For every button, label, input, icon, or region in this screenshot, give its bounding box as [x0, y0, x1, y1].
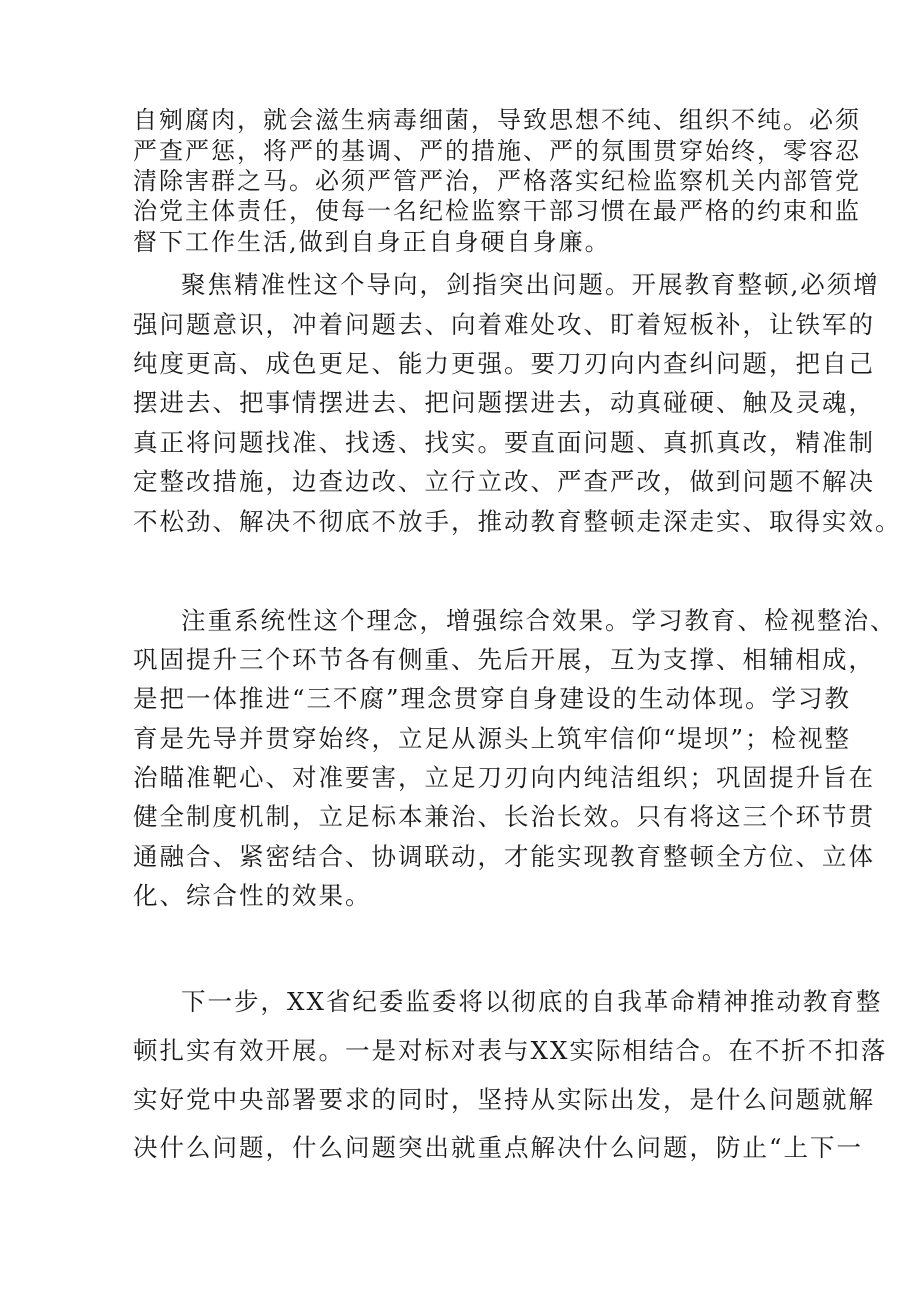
text-line: 摆进去、把事情摆进去、把问题摆进去，动真碰硬、触及灵魂， — [133, 388, 875, 417]
text-line: 治瞄准靶心、对准要害，立足刀刃向内纯洁组织；巩固提升旨在 — [133, 763, 875, 792]
text-line: 实好党中央部署要求的同时，坚持从实际出发，是什么问题就解 — [133, 1085, 875, 1114]
text-line: 聚焦精准性这个导向，剑指突出问题。开展教育整顿,必须增 — [181, 270, 880, 299]
text-line: 定整改措施，边查边改、立行立改、严查严改，做到问题不解决 — [133, 467, 875, 496]
text-line: 巩固提升三个环节各有侧重、先后开展，互为支撑、相辅相成， — [133, 645, 875, 674]
text-line: 注重系统性这个理念，增强综合效果。学习教育、检视整治、 — [181, 606, 897, 635]
text-line: 顿扎实有效开展。一是对标对表与XX实际相结合。在不折不扣落 — [133, 1036, 888, 1065]
text-line: 决什么问题，什么问题突出就重点解决什么问题，防止“上下一 — [133, 1133, 864, 1162]
text-line: 通融合、紧密结合、协调联动，才能实现教育整顿全方位、立体 — [133, 842, 875, 871]
text-line: 纯度更高、成色更足、能力更强。要刀刃向内查纠问题，把自己 — [133, 349, 875, 378]
text-line: 治党主体责任，使每一名纪检监察干部习惯在最严格的约束和监 — [133, 197, 861, 225]
text-line: 真正将问题找准、找透、找实。要直面问题、真抓真改，精准制 — [133, 428, 875, 457]
text-line: 督下工作生活,做到自身正自身硬自身廉。 — [133, 228, 611, 256]
text-line: 健全制度机制，立足标本兼治、长治长效。只有将这三个环节贯 — [133, 802, 875, 831]
text-line: 化、综合性的效果。 — [133, 881, 372, 910]
text-line: 清除害群之马。必须严管严治，严格落实纪检监察机关内部管党 — [133, 167, 861, 195]
text-line: 不松劲、解决不彻底不放手，推动教育整顿走深走实、取得实效。 — [133, 507, 902, 536]
text-line: 自剜腐肉，就会滋生病毒细菌，导致思想不纯、组织不纯。必须 — [133, 106, 861, 134]
text-line: 育是先导并贯穿始终，立足从源头上筑牢信仰“堤坝”；检视整 — [133, 724, 852, 753]
text-line: 下一步，XX省纪委监委将以彻底的自我革命精神推动教育整 — [181, 987, 883, 1016]
text-line: 强问题意识，冲着问题去、向着难处攻、盯着短板补，让铁军的 — [133, 310, 875, 339]
text-line: 是把一体推进“三不腐”理念贯穿自身建设的生动体现。学习教 — [133, 684, 852, 713]
text-line: 严查严惩，将严的基调、严的措施、严的氛围贯穿始终，零容忍 — [133, 137, 861, 165]
